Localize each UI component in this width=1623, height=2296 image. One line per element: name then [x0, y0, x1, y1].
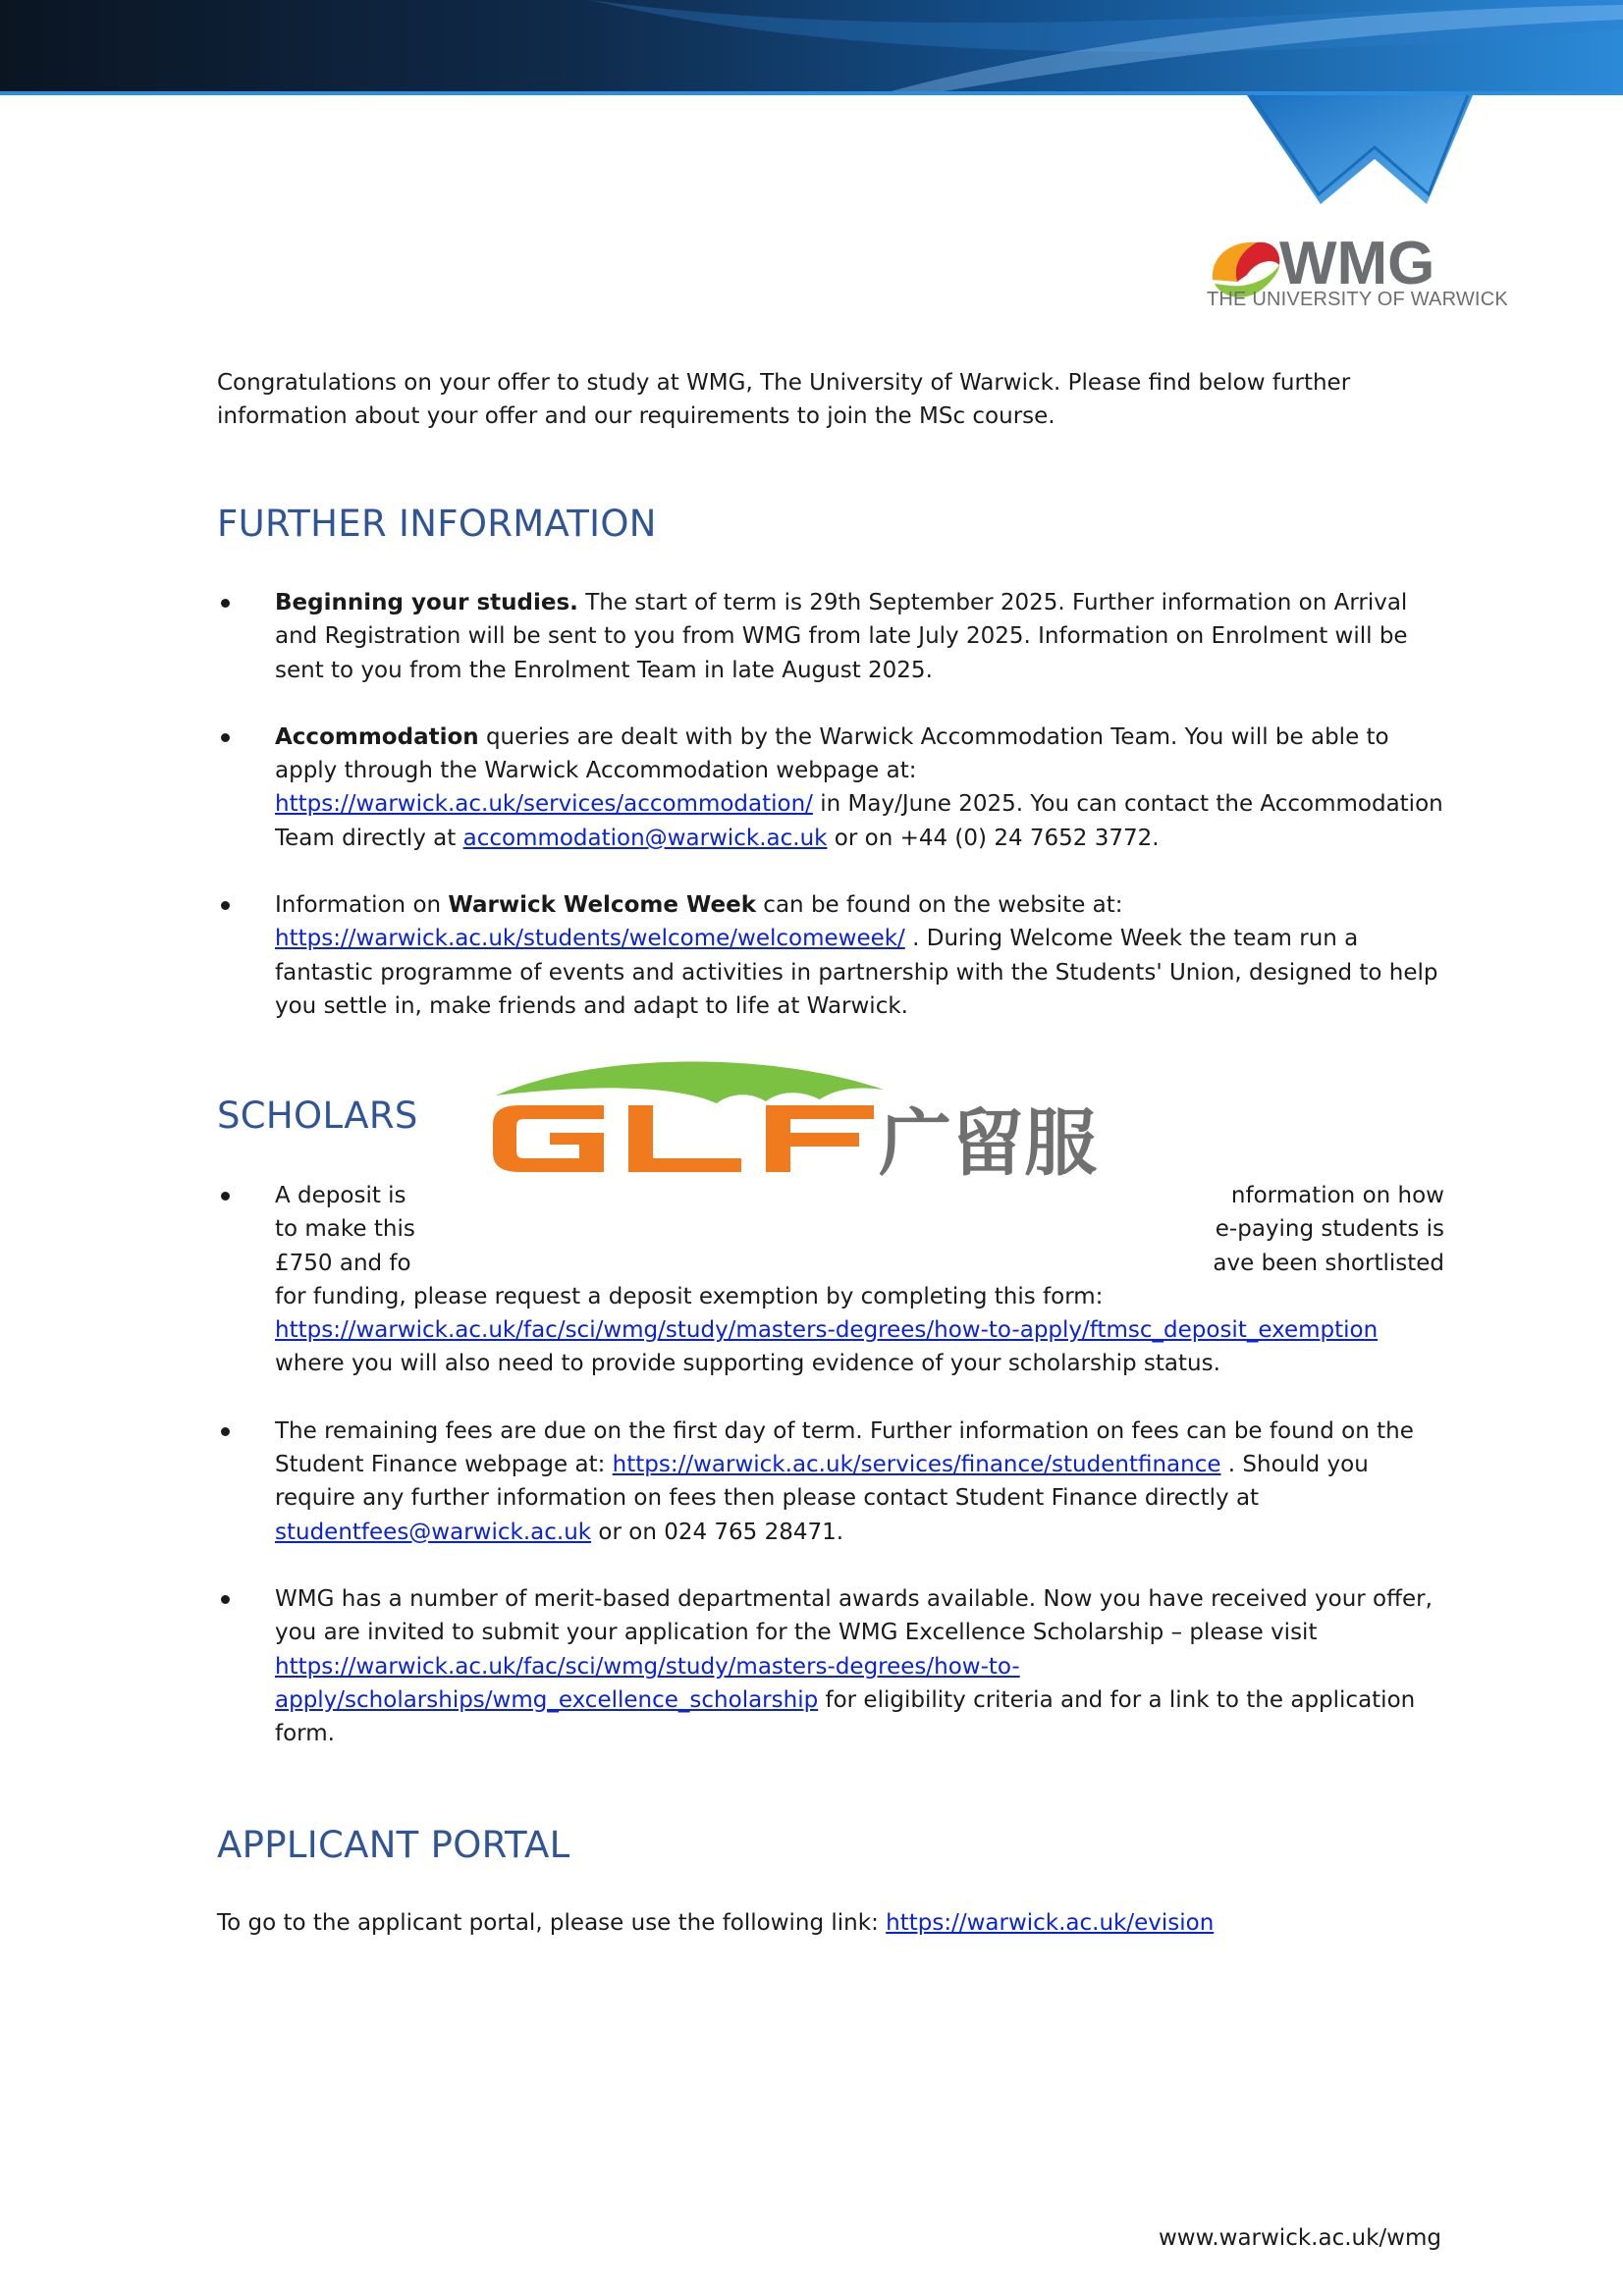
bullet-bold-label: Beginning your studies.: [275, 590, 578, 615]
svg-text:WMG: WMG: [1279, 230, 1435, 297]
bullet-text: £750 and fo: [275, 1250, 411, 1276]
logo-subtitle: THE UNIVERSITY OF WARWICK: [1207, 289, 1508, 310]
list-item: [217, 586, 1444, 687]
bullet-text: in May/June 2025. You can contact the Accommodation Team directly at: [275, 791, 1443, 851]
bullet-text: nformation on how: [1230, 1183, 1444, 1208]
scholarships-list: [217, 1179, 1444, 1750]
heading-further-information: FURTHER INFORMATION: [217, 503, 657, 545]
list-item: [217, 721, 1444, 855]
bullet-text: for funding, please request a deposit exemption by completing this form:: [275, 1283, 1104, 1309]
bullet-text: The start of term is 29th September 2025. Further information on Arrival and Registration will be sent to you from WMG from late July 2025. Information on Enrolment will be sent to you from the Enrolment Team in late August 2025.: [275, 590, 1408, 683]
student-fees-email-link[interactable]: studentfees@warwick.ac.uk: [275, 1519, 592, 1545]
bullet-bold-label: Accommodation: [275, 723, 479, 750]
glf-watermark: [481, 1060, 1149, 1193]
evision-link[interactable]: https://warwick.ac.uk/evision: [886, 1910, 1215, 1936]
intro-paragraph: Congratulations on your offer to study at WMG, The University of Warwick. Please find below further information about your offer and our requirements to join the MSc course.: [217, 370, 1351, 430]
bullet-text: Information on: [275, 892, 449, 919]
bullet-text: ave been shortlisted: [1213, 1250, 1444, 1276]
accommodation-email-link[interactable]: accommodation@warwick.ac.uk: [462, 825, 828, 851]
bullet-text: . Should you require any further information on fees then please contact Student Finance directly at: [275, 1452, 1369, 1512]
bullet-text: or on 024 765 28471.: [591, 1519, 844, 1545]
accommodation-link[interactable]: https://warwick.ac.uk/services/accommodation/: [275, 791, 813, 818]
bullet-text: for eligibility criteria and for a link to the application form.: [275, 1686, 1416, 1747]
obscured-line: [275, 1247, 1444, 1280]
student-finance-link[interactable]: https://warwick.ac.uk/services/finance/studentfinance: [612, 1452, 1221, 1478]
excellence-scholarship-link[interactable]: https://warwick.ac.uk/fac/sci/wmg/study/masters-degrees/how-to-apply/scholarships/wmg_excellence_scholarship: [275, 1653, 1020, 1713]
footer-url: www.warwick.ac.uk/wmg: [1159, 2225, 1441, 2251]
bullet-text: WMG has a number of merit-based departmental awards available. Now you have received your offer, you are invited to submit your application for the WMG Excellence Scholarship – please visit: [275, 1585, 1433, 1646]
bullet-text: e-paying students is: [1215, 1216, 1444, 1243]
list-item: [217, 888, 1444, 1023]
bullet-text: queries are dealt with by the Warwick Accommodation Team. You will be able to apply through the Warwick Accommodation webpage at:: [275, 723, 1389, 784]
watermark-chinese-text: 广留服: [879, 1101, 1097, 1186]
portal-text: To go to the applicant portal, please use the following link:: [217, 1910, 887, 1936]
deposit-exemption-link[interactable]: https://warwick.ac.uk/fac/sci/wmg/study/masters-degrees/how-to-apply/ftmsc_deposit_exemption: [275, 1317, 1379, 1344]
bullet-bold-label: Warwick Welcome Week: [448, 892, 756, 919]
list-item: [217, 1582, 1444, 1750]
bullet-text: to make this: [275, 1216, 415, 1243]
list-item: [217, 1179, 1444, 1381]
bullet-text: or on +44 (0) 24 7652 3772.: [827, 825, 1160, 851]
obscured-line: [275, 1212, 1444, 1246]
heading-scholarships: SCHOLARS: [217, 1095, 418, 1137]
portal-paragraph: [217, 1906, 1214, 1940]
bullet-text: can be found on the website at:: [756, 892, 1123, 919]
bullet-text: A deposit is: [275, 1183, 406, 1208]
list-item: [217, 1415, 1444, 1549]
heading-applicant-portal: APPLICANT PORTAL: [217, 1824, 570, 1866]
header-banner: [0, 0, 1623, 216]
bullet-text: where you will also need to provide supporting evidence of your scholarship status.: [275, 1351, 1220, 1377]
further-info-list: [217, 586, 1444, 1023]
welcome-week-link[interactable]: https://warwick.ac.uk/students/welcome/welcomeweek/: [275, 926, 905, 952]
bullet-text: . During Welcome Week the team run a fantastic programme of events and activities in partnership with the Students' Union, designed to help you settle in, make friends and adapt to life at Warwick.: [275, 926, 1438, 1019]
bullet-text: The remaining fees are due on the first day of term. Further information on fees can be found on the Student Finance webpage at:: [275, 1417, 1414, 1478]
